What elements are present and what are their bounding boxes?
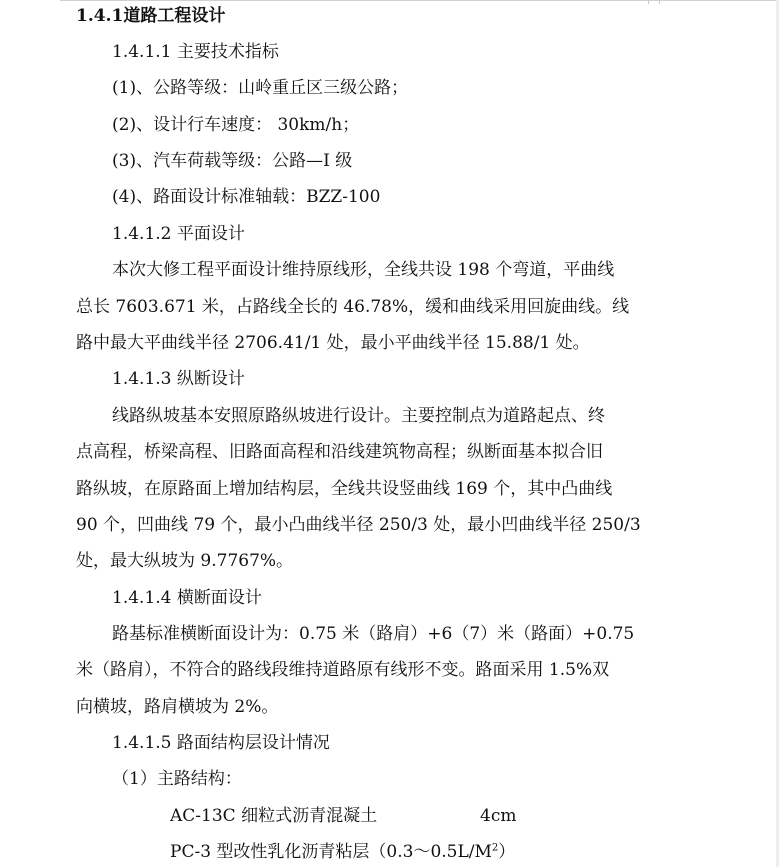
paragraph-line: 点高程，桥梁高程、旧路面高程和沿线建筑物高程；纵断面基本拟合旧 [76,442,603,462]
paragraph-line: 向横坡，路肩横坡为 2%。 [76,697,279,717]
pavement-layer-1-name: AC-13C 细粒式沥青混凝土 [170,806,378,826]
paragraph-line: 线路纵坡基本安照原路纵坡进行设计。主要控制点为道路起点、终 [112,406,605,426]
paragraph-line: 本次大修工程平面设计维持原线形，全线共设 198 个弯道，平曲线 [112,260,615,280]
superscript-2: 2 [491,842,499,854]
spec-item-1: (1)、公路等级：山岭重丘区三级公路； [112,78,409,98]
subsection-title-4: 1.4.1.4 横断面设计 [112,588,262,608]
main-road-structure-label: （1）主路结构： [112,769,242,789]
paragraph-line: 米（路肩），不符合的路线段维持道路原有线形不变。路面采用 1.5%双 [76,660,610,680]
paragraph-line: 路中最大平曲线半径 2706.41/1 处，最小平曲线半径 15.88/1 处。 [76,333,590,353]
pavement-layer-2 [170,842,515,862]
paragraph-line: 总长 7603.671 米，占路线全长的 46.78%，缓和曲线采用回旋曲线。线 [76,297,630,317]
spec-item-4: (4)、路面设计标准轴载：BZZ-100 [112,187,381,207]
section-heading: 1.4.1道路工程设计 [76,6,226,26]
closing-paren: ） [498,842,516,862]
pavement-layer-2-name: PC-3 型改性乳化沥青粘层（0.3～0.5L/M [170,842,492,862]
subsection-title-3: 1.4.1.3 纵断设计 [112,369,245,389]
spec-item-2: (2)、设计行车速度： 30km/h； [112,115,360,135]
paragraph-line: 路基标准横断面设计为：0.75 米（路肩）+6（7）米（路面）+0.75 [112,624,635,644]
subsection-title-2: 1.4.1.2 平面设计 [112,224,245,244]
subsection-title-5: 1.4.1.5 路面结构层设计情况 [112,733,330,753]
paragraph-line: 处，最大纵坡为 9.7767%。 [76,551,294,571]
paragraph-line: 90 个，凹曲线 79 个，最小凸曲线半径 250/3 处，最小凹曲线半径 250/3 [76,515,641,535]
page-top-border [60,0,779,1]
pavement-layer-1-thickness: 4cm [480,806,517,826]
paragraph-line: 路纵坡，在原路面上增加结构层，全线共设竖曲线 169 个，其中凸曲线 [76,479,613,499]
spec-item-3: (3)、汽车荷载等级：公路—I 级 [112,151,353,171]
subsection-title-1: 1.4.1.1 主要技术指标 [112,42,279,62]
ruler-tab-marker [648,0,660,4]
